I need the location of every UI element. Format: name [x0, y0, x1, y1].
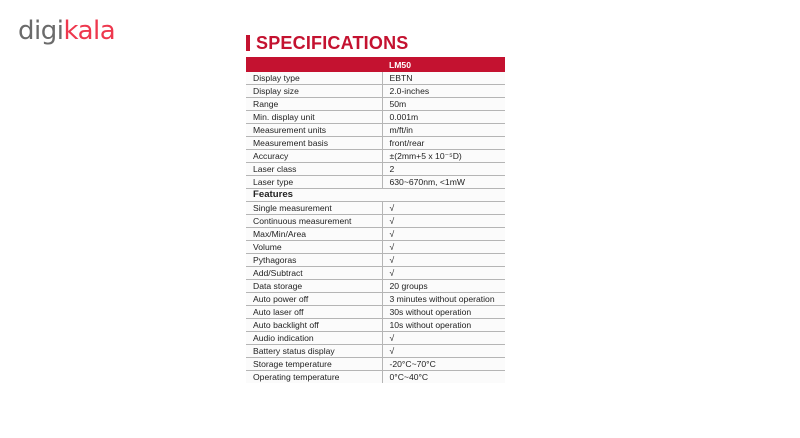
spec-value: √	[382, 228, 505, 241]
spec-label: Measurement units	[246, 124, 382, 137]
spec-value: 10s without operation	[382, 319, 505, 332]
spec-value: √	[382, 215, 505, 228]
spec-label: Auto power off	[246, 293, 382, 306]
model-name: LM50	[382, 57, 505, 72]
spec-title	[246, 33, 498, 53]
spec-value: 30s without operation	[382, 306, 505, 319]
spec-value: 0.001m	[382, 111, 505, 124]
spec-row	[246, 332, 505, 345]
spec-value: EBTN	[382, 72, 505, 85]
logo-text-kala: kala	[63, 16, 116, 46]
spec-label: Display type	[246, 72, 382, 85]
spec-label: Display size	[246, 85, 382, 98]
spec-label: Laser type	[246, 176, 382, 189]
spec-value: 2	[382, 163, 505, 176]
spec-label: Laser class	[246, 163, 382, 176]
spec-label: Storage temperature	[246, 358, 382, 371]
spec-value: √	[382, 267, 505, 280]
spec-value: m/ft/in	[382, 124, 505, 137]
spec-row	[246, 267, 505, 280]
spec-label: Volume	[246, 241, 382, 254]
spec-label: Auto backlight off	[246, 319, 382, 332]
spec-row	[246, 111, 505, 124]
spec-label: Measurement basis	[246, 137, 382, 150]
spec-label: Battery status display	[246, 345, 382, 358]
spec-value: √	[382, 241, 505, 254]
spec-label: Single measurement	[246, 202, 382, 215]
spec-row	[246, 176, 505, 189]
spec-row	[246, 293, 505, 306]
spec-row	[246, 150, 505, 163]
spec-row	[246, 202, 505, 215]
spec-label: Range	[246, 98, 382, 111]
spec-label: Operating temperature	[246, 371, 382, 384]
spec-row	[246, 98, 505, 111]
spec-row	[246, 72, 505, 85]
spec-value: -20°C~70°C	[382, 358, 505, 371]
spec-row	[246, 241, 505, 254]
spec-value: front/rear	[382, 137, 505, 150]
spec-value: √	[382, 332, 505, 345]
digikala-logo[interactable]	[18, 16, 115, 46]
spec-value: 3 minutes without operation	[382, 293, 505, 306]
spec-row	[246, 358, 505, 371]
spec-value: 50m	[382, 98, 505, 111]
spec-row	[246, 85, 505, 98]
spec-label: Max/Min/Area	[246, 228, 382, 241]
spec-row	[246, 163, 505, 176]
spec-row	[246, 319, 505, 332]
spec-header-row	[246, 57, 505, 72]
spec-row	[246, 215, 505, 228]
spec-row	[246, 306, 505, 319]
spec-label: Min. display unit	[246, 111, 382, 124]
spec-label: Pythagoras	[246, 254, 382, 267]
spec-row	[246, 137, 505, 150]
spec-label: Auto laser off	[246, 306, 382, 319]
spec-value: 0°C~40°C	[389, 372, 429, 382]
spec-label: Continuous measurement	[246, 215, 382, 228]
title-accent-bar	[246, 35, 250, 51]
features-section-row	[246, 189, 505, 202]
spec-value: ±(2mm+5 x 10⁻⁵D)	[382, 150, 505, 163]
spec-row	[246, 124, 505, 137]
spec-label: Accuracy	[246, 150, 382, 163]
spec-value: 630~670nm, <1mW	[382, 176, 505, 189]
spec-row	[246, 254, 505, 267]
spec-row	[246, 371, 505, 384]
spec-value: √	[382, 345, 505, 358]
spec-label: Audio indication	[246, 332, 382, 345]
spec-value: √	[382, 254, 505, 267]
spec-table	[246, 57, 505, 383]
spec-row	[246, 280, 505, 293]
spec-row	[246, 345, 505, 358]
spec-value: 2.0-inches	[382, 85, 505, 98]
spec-label: Add/Subtract	[246, 267, 382, 280]
logo-text-digi: digi	[18, 16, 64, 46]
header-empty-cell	[246, 57, 382, 72]
spec-value: 20 groups	[382, 280, 505, 293]
spec-label: Data storage	[246, 280, 382, 293]
specifications-panel	[246, 33, 498, 383]
spec-value: √	[382, 202, 505, 215]
spec-row	[246, 228, 505, 241]
features-heading: Features	[246, 189, 505, 202]
spec-title-text: SPECIFICATIONS	[256, 32, 409, 53]
